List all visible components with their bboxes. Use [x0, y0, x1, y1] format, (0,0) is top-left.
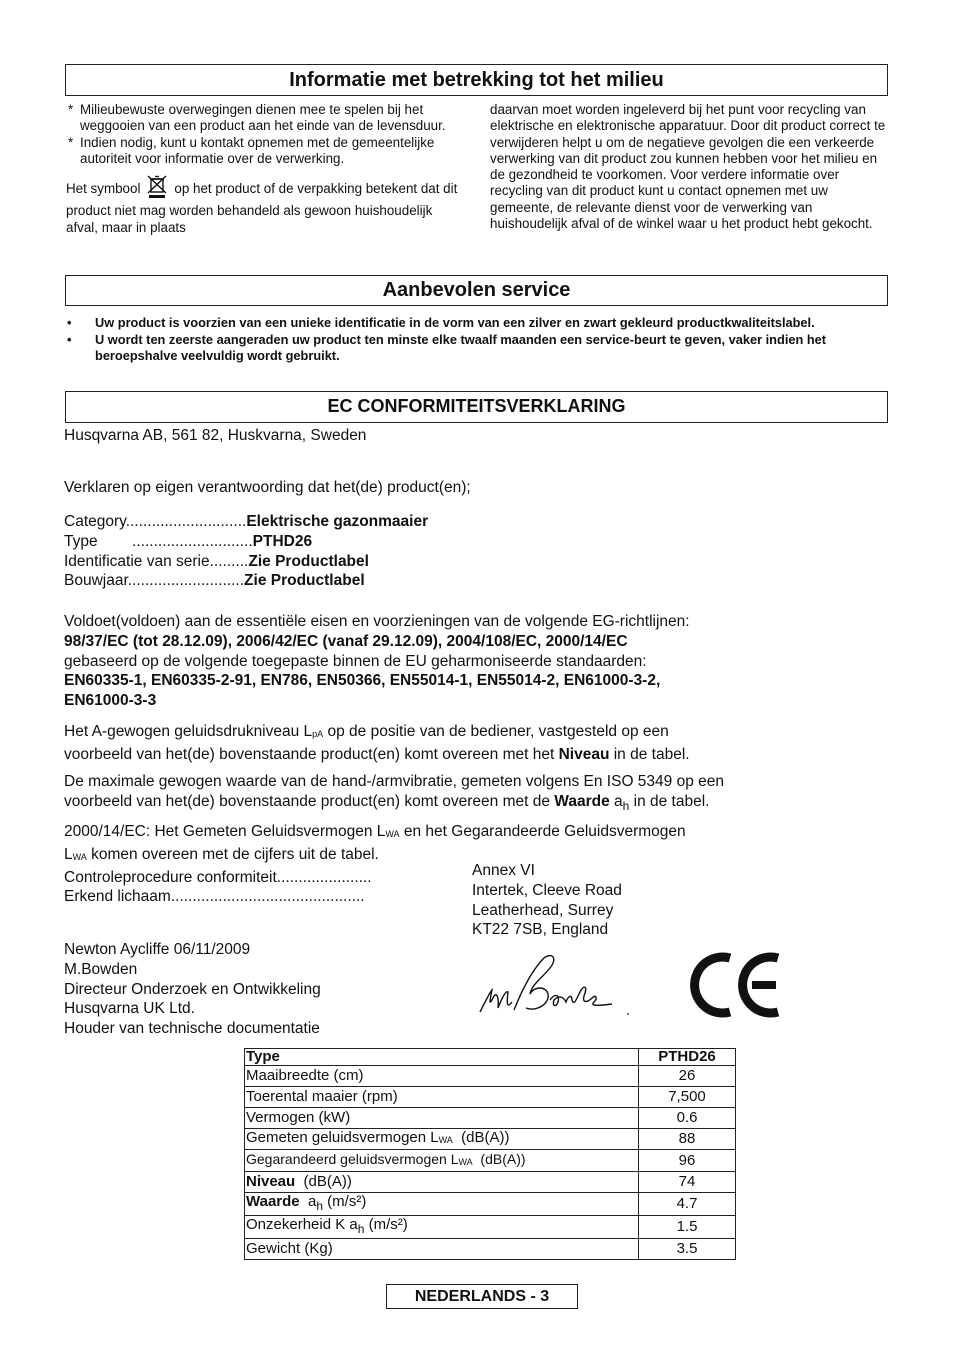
row-label-bold: Waarde: [246, 1193, 300, 1210]
row-label-sub: WA: [438, 1135, 453, 1145]
noise-line-2: [64, 745, 690, 765]
signer-block: [64, 940, 321, 1039]
noise-bold: Niveau: [558, 745, 610, 763]
body-value-3: KT22 7SB, England: [472, 921, 609, 939]
table-header-model: PTHD26: [639, 1049, 736, 1066]
row-label: Gewicht (Kg): [245, 1239, 639, 1260]
directives-line: 98/37/EC (tot 28.12.09), 2006/42/EC (vanaf 29.12.09), 2004/108/EC, 2000/14/EC: [64, 632, 628, 650]
table-row: [245, 1066, 736, 1087]
type-value: PTHD26: [252, 532, 313, 550]
page-footer: NEDERLANDS - 3: [386, 1284, 578, 1309]
vib-text-a: voorbeeld van het(de) bovenstaande product(en) komt overeen met de: [64, 792, 555, 810]
row-label-c: (m/s²): [364, 1216, 408, 1233]
ec-declare: Verklaren op eigen verantwoording dat het(de) product(en);: [64, 479, 471, 496]
type-label: Type ............................: [64, 532, 253, 550]
procedure-label: Controleprocedure conformiteit......................: [64, 868, 372, 886]
vib-h: h: [622, 798, 630, 813]
body-value-1: Intertek, Cleeve Road: [472, 881, 622, 899]
ec-notified-values: [472, 861, 622, 940]
vib-line-1: De maximale gewogen waarde van de hand-/armvibratie, gemeten volgens En ISO 5349 op een: [64, 773, 725, 790]
table-header-row: [245, 1049, 736, 1066]
row-value: 74: [639, 1172, 736, 1193]
body-value-2: Leatherhead, Surrey: [472, 901, 614, 919]
service-item-2: • U wordt ten zeerste aangeraden uw product ten minste elke twaalf maanden een service-beurt te geven, vaker indien het beroepshalve veelvuldig wordt gebruikt.: [67, 332, 877, 365]
row-label: [245, 1193, 639, 1216]
row-label-sub: WA: [458, 1157, 473, 1167]
table-row: [245, 1150, 736, 1172]
vib-line-2: [64, 792, 724, 817]
signer-holder: Houder van technische documentatie: [64, 1020, 320, 1038]
row-label-a: Gegarandeerd geluidsvermogen L: [246, 1151, 459, 1167]
lwa-sub-1: WA: [385, 829, 400, 839]
category-label: Category............................: [64, 513, 247, 530]
crossed-bin-icon: [146, 175, 168, 203]
row-label-b: (dB(A)): [452, 1129, 510, 1146]
vib-text-b: in de tabel.: [629, 792, 710, 810]
table-row: [245, 1129, 736, 1150]
table-row: [245, 1216, 736, 1239]
lwa-sub-2: WA: [72, 851, 87, 862]
row-value: 7,500: [639, 1087, 736, 1108]
row-label-a: Gemeten geluidsvermogen L: [246, 1129, 439, 1146]
year-value: Zie Productlabel: [244, 572, 365, 590]
table-row: [245, 1239, 736, 1260]
ec-fields: [64, 512, 428, 591]
row-value: 1.5: [639, 1216, 736, 1239]
row-label-h: h: [357, 1222, 365, 1236]
service-list: [67, 315, 877, 365]
row-label: [245, 1172, 639, 1193]
ec-noise-block: [64, 722, 690, 765]
category-value: Elektrische gazonmaaier: [246, 513, 429, 530]
ident-label: Identificatie van serie.........: [64, 552, 249, 570]
signer-role: Directeur Onderzoek en Ontwikkeling: [64, 980, 321, 998]
row-value: 88: [639, 1129, 736, 1150]
row-label-b: (dB(A)): [472, 1151, 526, 1167]
procedure-value: Annex VI: [472, 862, 535, 879]
based-line: gebaseerd op de volgende toegepaste binnen de EU geharmoniseerde standaarden:: [64, 652, 647, 670]
ident-value: Zie Productlabel: [248, 552, 369, 570]
table-row: [245, 1108, 736, 1129]
row-label-c: (m/s²): [323, 1193, 367, 1210]
noise-text-b: op de positie van de bediener, vastgesteld op een: [323, 723, 669, 740]
lwa-text-c: L: [64, 845, 73, 863]
env-right-text: daarvan moet worden ingeleverd bij het punt voor recycling van elektrische en elektronische apparatuur. Door dit product correct te verwijderen helpt u om de negatieve gevolgen die een verkeerde verwerking van dit product zou kunnen hebben voor het milieu en de gezondheid te voorkomen. Voor verdere informatie over recycling van dit product kunt u contact opnemen met uw gemeente, de relevante dienst voor de verwerking van huishoudelijk afval of de winkel waar u het product hebt gekocht.: [490, 102, 886, 232]
env-right-column: [490, 102, 888, 232]
lwa-text-d: komen overeen met de cijfers uit de tabel.: [86, 845, 379, 863]
row-value: 26: [639, 1066, 736, 1087]
env-symbol-prefix: Het symbool: [66, 181, 141, 197]
env-symbol-suffix: op het product of de verpakking betekent dat dit product niet mag worden behandeld als gewoon huishoudelijk afval, maar in plaats: [66, 181, 458, 235]
row-label: Toerental maaier (rpm): [245, 1087, 639, 1108]
ce-mark-icon: [688, 950, 784, 1020]
ec-directives-block: [64, 612, 690, 711]
lwa-line-1: [64, 822, 686, 845]
signer-company: Husqvarna UK Ltd.: [64, 1000, 195, 1018]
standards-line-2: EN61000-3-3: [64, 692, 157, 710]
lwa-text-a: 2000/14/EC: Het Gemeten Geluidsvermogen L: [64, 823, 386, 840]
table-header-label: Type: [245, 1049, 639, 1066]
table-row: [245, 1087, 736, 1108]
noise-line-1: [64, 722, 690, 745]
noise-text-c: voorbeeld van het(de) bovenstaande product(en) komt overeen met het: [64, 745, 559, 763]
row-label: Vermogen (kW): [245, 1108, 639, 1129]
ec-section-title: EC CONFORMITEITSVERKLARING: [65, 391, 888, 423]
table-row: [245, 1172, 736, 1193]
row-value: 4.7: [639, 1193, 736, 1216]
service-item-1: • Uw product is voorzien van een unieke identificatie in de vorm van een zilver en zwart gekleurd productkwaliteitslabel.: [67, 315, 877, 332]
body-label: Erkend lichaam.............................................: [64, 888, 365, 906]
row-label: Maaibreedte (cm): [245, 1066, 639, 1087]
year-label: Bouwjaar...........................: [64, 572, 245, 590]
row-label: [245, 1216, 639, 1239]
standards-line-1: EN60335-1, EN60335-2-91, EN786, EN50366, EN55014-1, EN55014-2, EN61000-3-2,: [64, 672, 661, 690]
row-label-bold: Niveau: [246, 1173, 296, 1190]
category-row: [64, 512, 428, 532]
ec-address: Husqvarna AB, 561 82, Huskvarna, Sweden: [64, 427, 367, 444]
env-bullet-2: * Indien nodig, kunt u kontakt opnemen met de gemeentelijke autoriteit voor informatie over de verwerking.: [66, 135, 466, 168]
vib-bold: Waarde: [554, 792, 610, 810]
row-label-b: (dB(A)): [295, 1173, 352, 1190]
row-value: 96: [639, 1150, 736, 1172]
env-section-title: Informatie met betrekking tot het milieu: [65, 64, 888, 96]
env-left-column: [66, 102, 466, 236]
row-label-h: h: [316, 1199, 324, 1213]
ec-vibration-block: [64, 772, 724, 817]
noise-text-d: in de tabel.: [609, 745, 690, 763]
spec-table: [244, 1048, 736, 1260]
env-symbol-paragraph: [66, 175, 466, 236]
row-label-b: a: [299, 1193, 317, 1210]
ident-row: [64, 552, 428, 572]
row-value: 3.5: [639, 1239, 736, 1260]
env-bullet-1: * Milieubewuste overwegingen dienen mee te spelen bij het weggooien van een product aan het einde van de levensduur.: [66, 102, 466, 135]
noise-text-a: Het A-gewogen geluidsdrukniveau L: [64, 723, 313, 740]
row-label: [245, 1129, 639, 1150]
service-section-title: Aanbevolen service: [65, 275, 888, 306]
row-label-a: Onzekerheid K a: [246, 1216, 358, 1233]
table-row: [245, 1193, 736, 1216]
year-row: [64, 571, 428, 591]
lwa-text-b: en het Gegarandeerde Geluidsvermogen: [399, 823, 686, 840]
signer-place-date: Newton Aycliffe 06/11/2009: [64, 941, 251, 958]
signature-image: [472, 950, 637, 1025]
type-row: [64, 532, 428, 552]
complies-line: Voldoet(voldoen) aan de essentiële eisen en voorzieningen van de volgende EG-richtlijnen:: [64, 613, 690, 630]
noise-sub: pA: [312, 729, 324, 739]
row-label: [245, 1150, 639, 1172]
signer-name: M.Bowden: [64, 960, 138, 978]
row-value: 0.6: [639, 1108, 736, 1129]
vib-a: a: [609, 792, 623, 810]
